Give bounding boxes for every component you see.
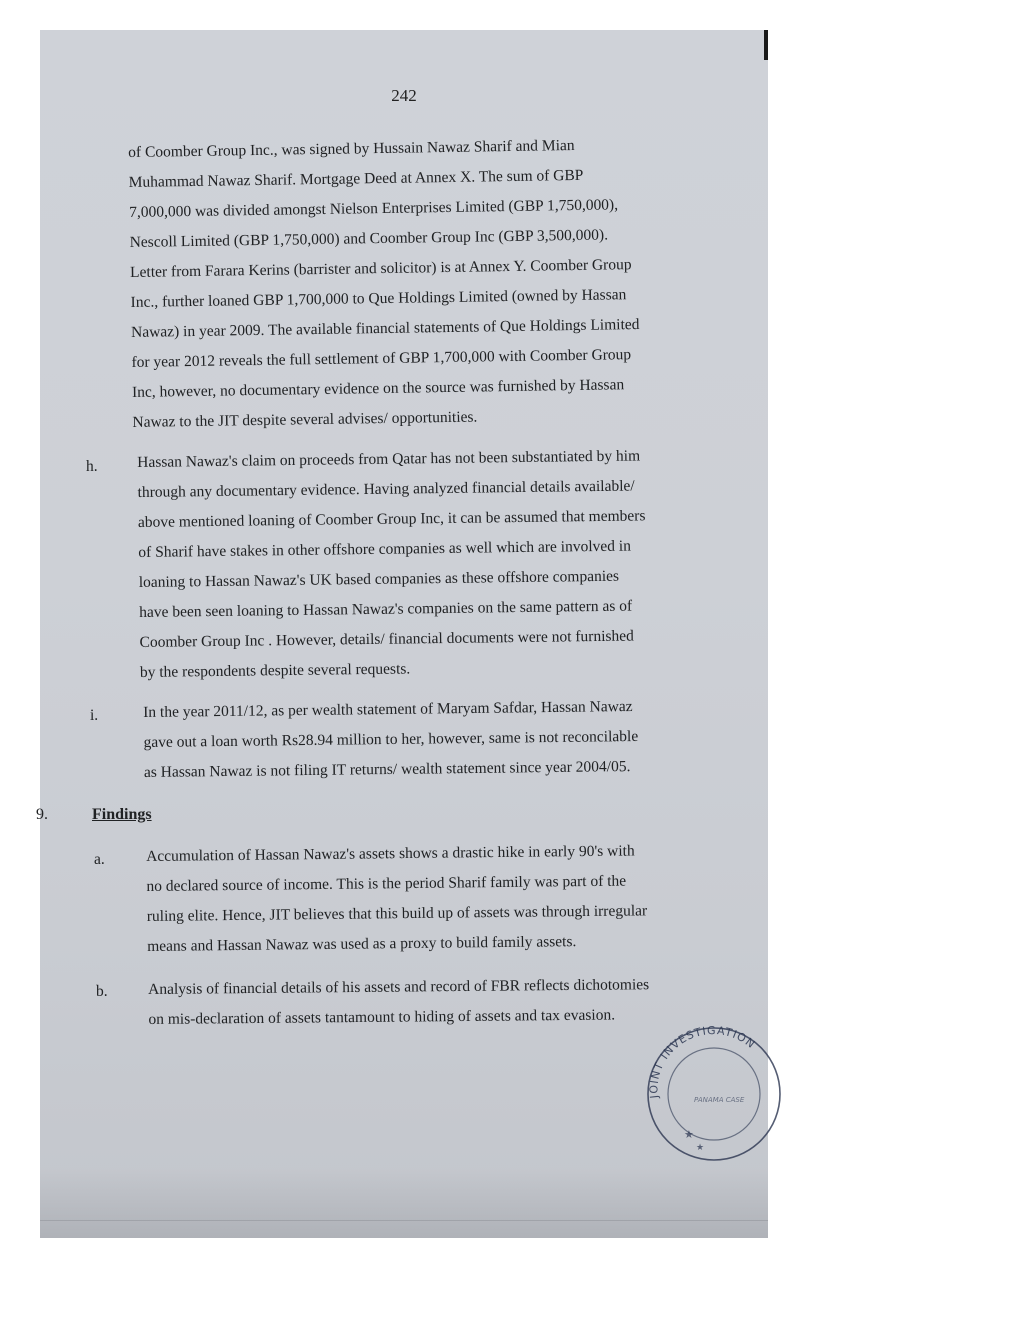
paragraph-line: no declared source of income. This is the period Sharif family was part of the xyxy=(146,872,627,895)
paragraph-line: gave out a loan worth Rs28.94 million to her, however, same is not reconcilable xyxy=(143,727,639,751)
item-h-paragraph xyxy=(137,440,720,688)
paragraph-line: have been seen loaning to Hassan Nawaz's companies on the same pattern as of xyxy=(139,597,633,621)
stamp-outer-text xyxy=(647,1024,758,1100)
section-number: 9. xyxy=(36,806,48,823)
paragraph-line: Analysis of financial details of his assets and record of FBR reflects dichotomies xyxy=(148,976,650,998)
paragraph-line: by the respondents despite several requests. xyxy=(139,660,411,681)
paragraph-line: Nescoll Limited (GBP 1,750,000) and Coomber Group Inc (GBP 3,500,000). xyxy=(129,226,609,251)
paragraph-line: Coomber Group Inc . However, details/ financial documents were not furnished xyxy=(139,627,634,651)
stamp-star-icon: ★ xyxy=(684,1128,694,1141)
paragraph-line: Inc, however, no documentary evidence on the source was furnished by Hassan xyxy=(131,376,625,401)
finding-a-paragraph xyxy=(146,835,725,962)
page-number: 242 xyxy=(391,86,417,105)
bottom-fold-line xyxy=(40,1220,768,1221)
paragraph-line: above mentioned loaning of Coomber Group Inc, it can be assumed that members xyxy=(137,507,646,531)
stamp-outer-text-path: JOINT INVESTIGATION xyxy=(647,1023,758,1100)
paragraph-line: on mis-declaration of assets tantamount to hiding of assets and tax evasion. xyxy=(148,1006,616,1028)
paragraph-line: ruling elite. Hence, JIT believes that this build up of assets was through irregular xyxy=(146,902,648,925)
scanned-page xyxy=(36,30,768,1238)
paragraph-line: loaning to Hassan Nawaz's UK based companies as these offshore companies xyxy=(138,567,620,591)
paragraph-line: In the year 2011/12, as per wealth statement of Maryam Safdar, Hassan Nawaz xyxy=(143,698,633,721)
finding-a-marker: a. xyxy=(94,851,105,868)
paragraph-line: as Hassan Nawaz is not filing IT returns/ wealth statement since year 2004/05. xyxy=(143,758,631,781)
paragraph-line: Inc., further loaned GBP 1,700,000 to Que Holdings Limited (owned by Hassan xyxy=(130,286,627,311)
paragraph-line: for year 2012 reveals the full settlement of GBP 1,700,000 with Coomber Group xyxy=(131,346,632,371)
section-title: Findings xyxy=(92,806,152,823)
paragraph-line: of Coomber Group Inc., was signed by Hussain Nawaz Sharif and Mian xyxy=(128,136,575,161)
paragraph-line: means and Hassan Nawaz was used as a proxy to build family assets. xyxy=(147,933,577,955)
item-i-paragraph xyxy=(143,691,721,788)
continuation-paragraph xyxy=(128,129,717,438)
paragraph-line: Nawaz) in year 2009. The available financial statements of Que Holdings Limited xyxy=(130,315,640,341)
stamp-star-icon: ★ xyxy=(696,1143,705,1153)
paragraph-line: through any documentary evidence. Having analyzed financial details available/ xyxy=(137,477,635,501)
paragraph-line: Muhammad Nawaz Sharif. Mortgage Deed at Annex X. The sum of GBP xyxy=(128,166,584,191)
paragraph-line: Accumulation of Hassan Nawaz's assets shows a drastic hike in early 90's with xyxy=(146,842,635,865)
item-h-marker: h. xyxy=(86,458,98,475)
stamp-inner-text: PANAMA CASE xyxy=(694,1096,745,1104)
paragraph-line: Letter from Farara Kerins (barrister and solicitor) is at Annex Y. Coomber Group xyxy=(129,256,632,281)
paragraph-line: Nawaz to the JIT despite several advises/ opportunities. xyxy=(132,408,478,431)
paragraph-line: 7,000,000 was divided amongst Nielson Enterprises Limited (GBP 1,750,000), xyxy=(129,196,619,221)
item-i-marker: i. xyxy=(90,707,99,724)
jit-seal-stamp xyxy=(636,1016,786,1166)
paragraph-line: of Sharif have stakes in other offshore companies as well which are involved in xyxy=(138,537,631,561)
finding-b-marker: b. xyxy=(96,983,108,1000)
scan-edge-shadow xyxy=(764,30,768,60)
paragraph-line: Hassan Nawaz's claim on proceeds from Qatar has not been substantiated by him xyxy=(137,447,641,471)
